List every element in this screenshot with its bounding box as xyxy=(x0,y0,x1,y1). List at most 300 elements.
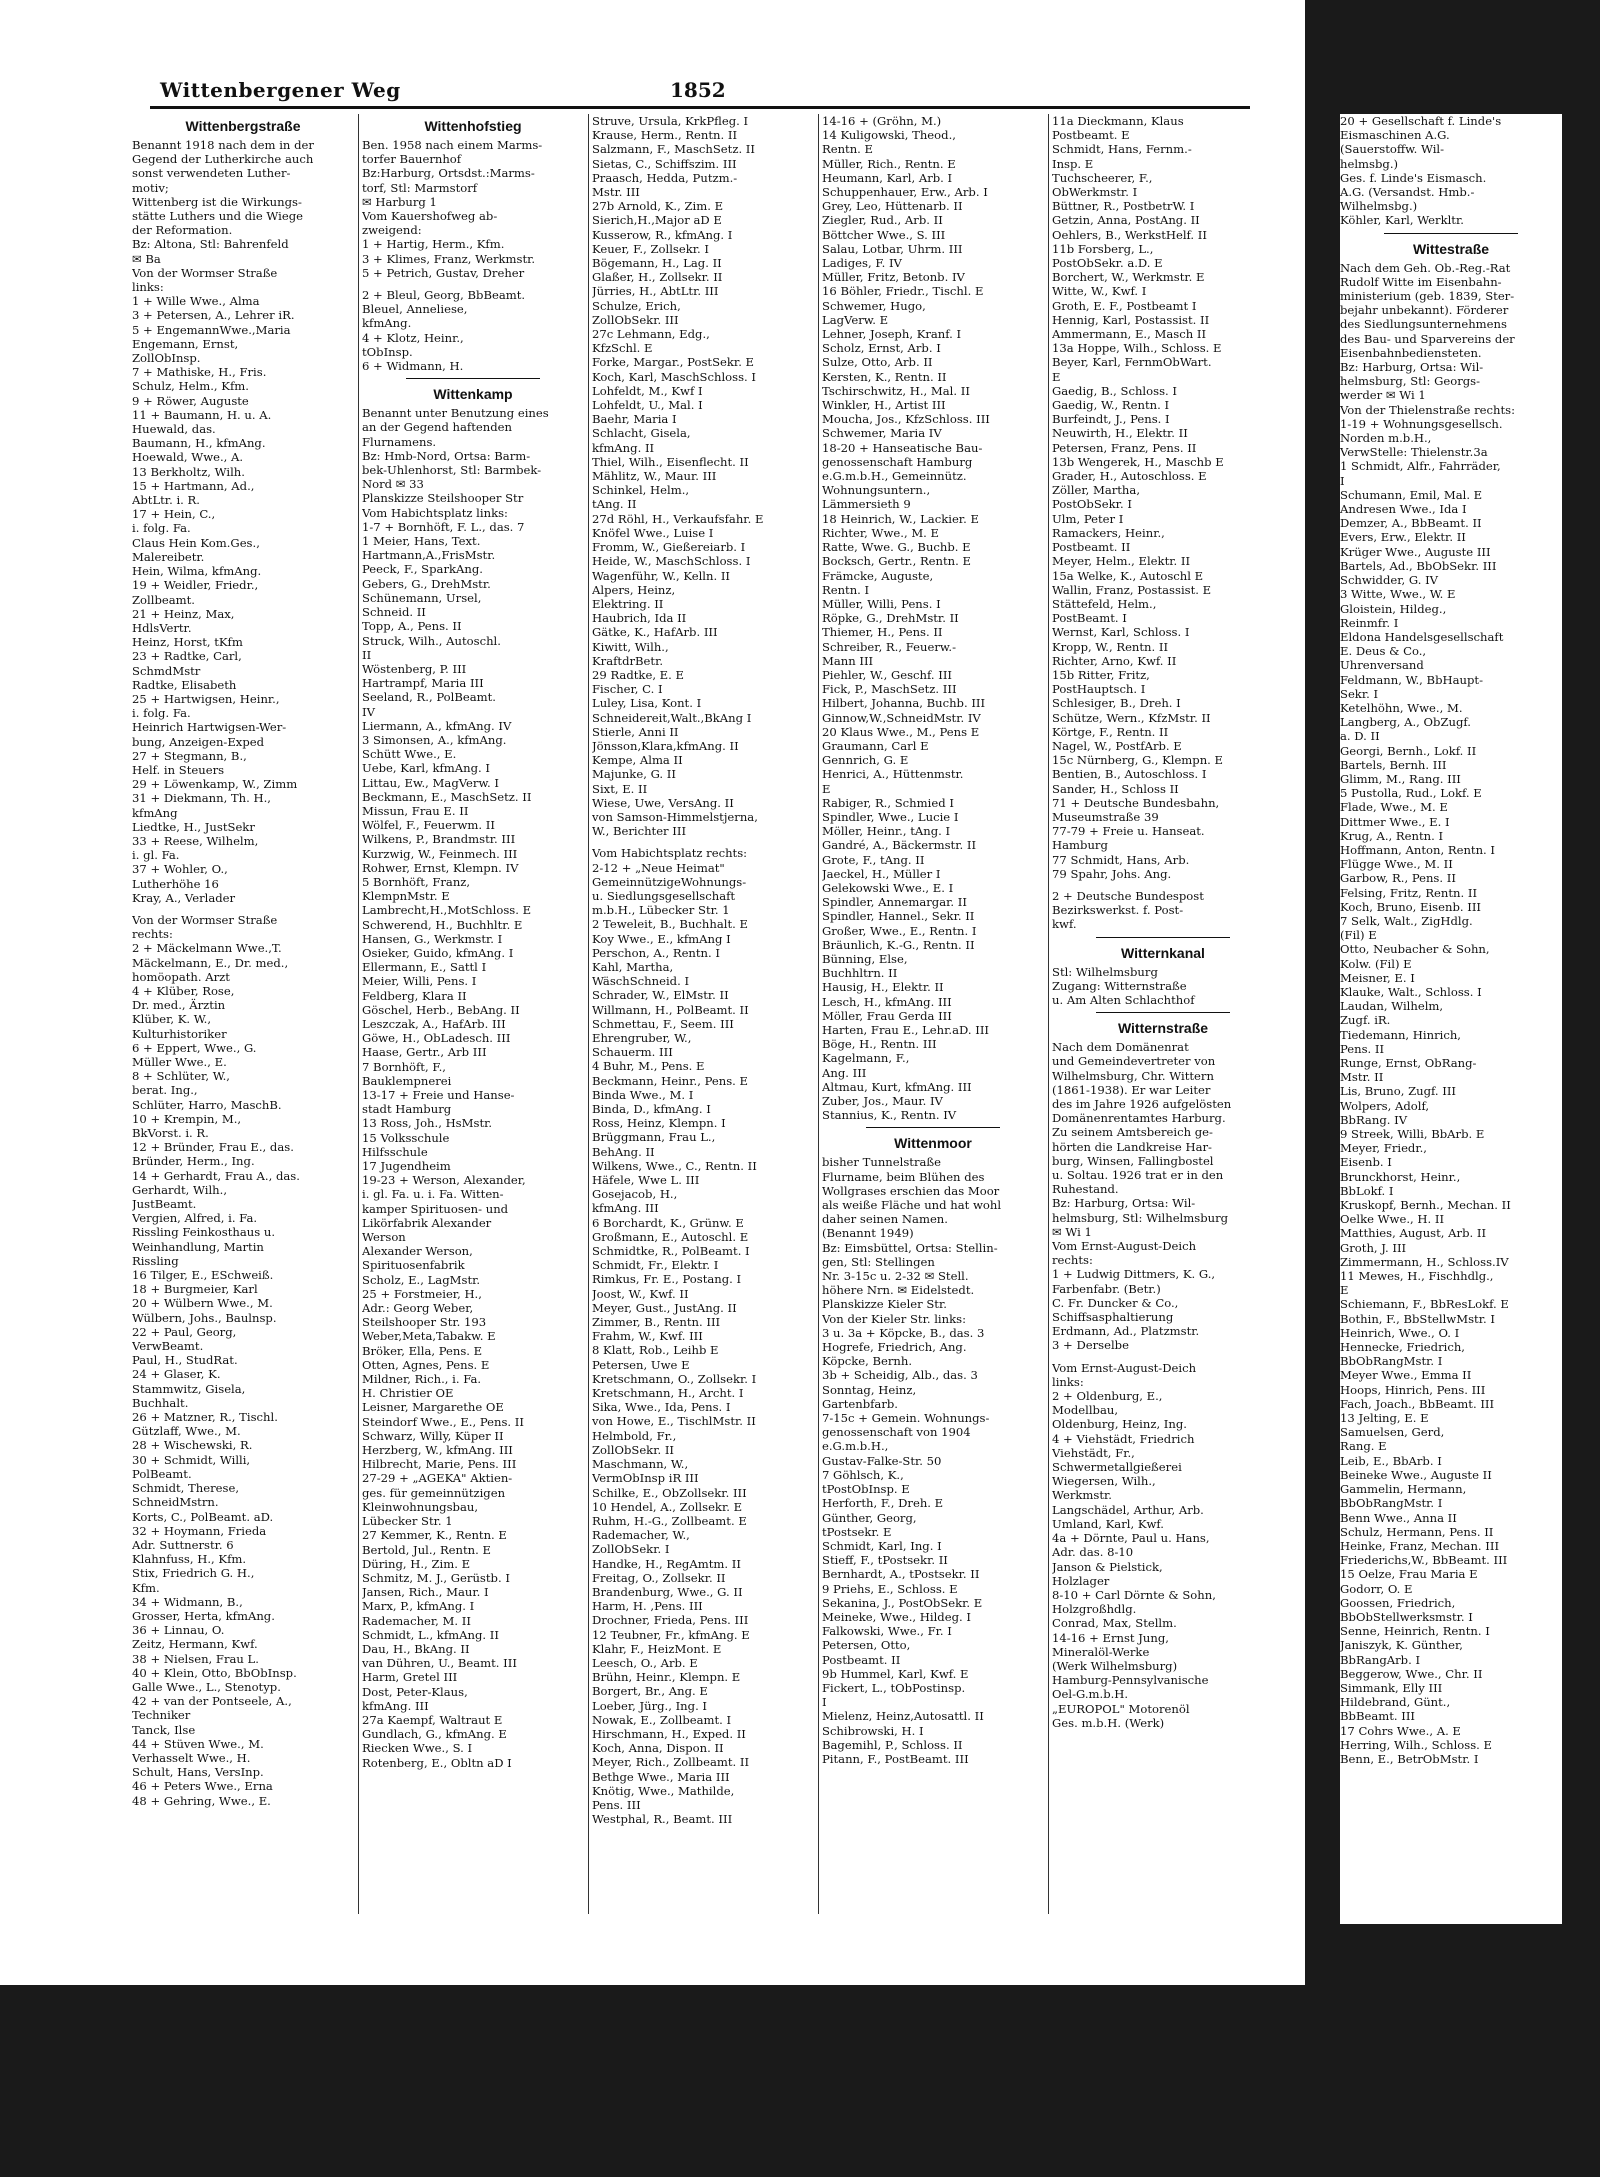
directory-line: 30 + Schmidt, Willi, xyxy=(132,1452,251,1467)
directory-line: Benannt unter Benutzung eines xyxy=(362,406,549,421)
directory-line: 1 + Hartig, Herm., Kfm. xyxy=(362,237,505,252)
directory-line: 5 Bornhöft, Franz, xyxy=(362,874,471,889)
directory-line: 15b Ritter, Fritz, xyxy=(1052,667,1150,682)
directory-line: Schilke, E., ObZollsekr. III xyxy=(592,1485,747,1500)
directory-line: kfmAng xyxy=(132,805,178,820)
directory-line: kfmAng. III xyxy=(592,1201,659,1216)
directory-line: Zugf. iR. xyxy=(1340,1013,1391,1028)
directory-line: Schuppenhauer, Erw., Arb. I xyxy=(822,185,988,200)
directory-line: Keuer, F., Zollsekr. I xyxy=(592,241,709,256)
directory-line: Ruhestand. xyxy=(1052,1182,1119,1197)
directory-line: 12 + Bründer, Frau E., das. xyxy=(132,1140,294,1155)
directory-line: Schrader, W., ElMstr. II xyxy=(592,988,729,1003)
directory-line: 15 + Hartmann, Ad., xyxy=(132,478,255,493)
directory-line: Fick, P., MaschSetz. III xyxy=(822,682,957,697)
directory-line: Altmau, Kurt, kfmAng. III xyxy=(822,1079,972,1094)
directory-line: 13 Jelting, E. E xyxy=(1340,1411,1429,1426)
section-separator xyxy=(406,378,539,379)
directory-line: Wölfel, F., Feuerwm. II xyxy=(362,818,495,833)
directory-line: von Samson-Himmelstjerna, xyxy=(592,809,758,824)
directory-line: Struck, Wilh., Autoschl. xyxy=(362,633,501,648)
directory-line: Böttcher Wwe., S. III xyxy=(822,227,946,242)
directory-line: Rademacher, M. II xyxy=(362,1613,471,1628)
directory-line: helmsbg.) xyxy=(1340,156,1399,171)
directory-line: ZollObSekr. I xyxy=(592,1542,670,1557)
directory-line: Zeitz, Hermann, Kwf. xyxy=(132,1637,258,1652)
directory-line: Harten, Frau E., Lehr.aD. III xyxy=(822,1023,989,1037)
directory-line: Rudolf Witte im Eisenbahn- xyxy=(1340,274,1502,289)
directory-line: 31 + Diekmann, Th. H., xyxy=(132,791,271,806)
directory-line: Schulz, Hermann, Pens. II xyxy=(1340,1524,1494,1539)
directory-line: E xyxy=(822,781,831,796)
directory-line: Främcke, Auguste, xyxy=(822,568,934,583)
directory-line: Verhasselt Wwe., H. xyxy=(132,1750,251,1765)
directory-line: Heide, W., MaschSchloss. I xyxy=(592,554,751,569)
directory-line: Gätke, K., HafArb. III xyxy=(592,625,718,640)
directory-line: Ehrengruber, W., xyxy=(592,1031,692,1045)
directory-line: 2-12 + „Neue Heimat" xyxy=(592,860,725,875)
directory-line: helmsburg, Stl: Wilhelmsburg xyxy=(1052,1210,1229,1225)
directory-line: i. folg. Fa. xyxy=(132,706,191,721)
directory-line: Harm, H. ,Pens. III xyxy=(592,1599,703,1614)
directory-line: Von der Thielenstraße rechts: xyxy=(1340,402,1515,417)
directory-line: Oel-G.m.b.H. xyxy=(1052,1687,1129,1702)
directory-line: Matthies, August, Arb. II xyxy=(1340,1226,1487,1241)
directory-line: Hoffmann, Anton, Rentn. I xyxy=(1340,842,1495,857)
directory-line: stadt Hamburg xyxy=(362,1102,452,1117)
directory-line: Borgert, Br., Ang. E xyxy=(592,1684,708,1699)
directory-line: Sulze, Otto, Arb. II xyxy=(822,355,933,370)
directory-line: Benn Wwe., Anna II xyxy=(1340,1510,1457,1525)
directory-line: Scholz, E., LagMstr. xyxy=(362,1272,481,1287)
directory-line: und Gemeindevertreter von xyxy=(1052,1054,1216,1069)
directory-line: gen, Stl: Stellingen xyxy=(822,1254,935,1269)
directory-line: Erdmann, Ad., Platzmstr. xyxy=(1052,1324,1200,1339)
directory-line: W., Berichter III xyxy=(592,824,687,839)
directory-line: Steindorf Wwe., E., Pens. II xyxy=(362,1414,524,1429)
directory-line: 27a Kaempf, Waltraut E xyxy=(362,1712,503,1727)
directory-line: Stl: Wilhelmsburg xyxy=(1052,964,1158,979)
directory-line: e.G.m.b.H., Gemeinnütz. xyxy=(822,469,967,484)
directory-line: Grey, Leo, Hüttenarb. II xyxy=(822,199,963,214)
directory-line: Schlüter, Harro, MaschB. xyxy=(132,1097,282,1112)
column-divider xyxy=(818,114,819,1914)
directory-line: BbRang. IV xyxy=(1340,1112,1408,1127)
directory-line: Eismaschinen A.G. xyxy=(1340,128,1450,143)
directory-line: Wiegersen, Wilh., xyxy=(1052,1474,1156,1489)
directory-line: kamper Spirituosen- und xyxy=(362,1201,509,1216)
directory-line: Groth, J. III xyxy=(1340,1240,1407,1255)
directory-line: Schulz, Helm., Kfm. xyxy=(132,379,249,394)
directory-line: 25 + Hartwigsen, Heinr., xyxy=(132,691,280,706)
directory-line: genossenschaft Hamburg xyxy=(822,454,973,469)
directory-line: 7 + Mathiske, H., Fris. xyxy=(132,365,267,380)
directory-line: 24 + Glaser, K. xyxy=(132,1367,221,1382)
directory-line: Marx, P., kfmAng. I xyxy=(362,1599,475,1614)
directory-line: PostObSekr. a.D. E xyxy=(1052,256,1163,271)
directory-line: Rohwer, Ernst, Klempn. IV xyxy=(362,860,519,875)
directory-line: Ellermann, E., Sattl I xyxy=(362,960,487,975)
directory-line: Hilbrecht, Marie, Pens. III xyxy=(362,1457,517,1472)
directory-line: torfer Bauernhof xyxy=(362,152,462,167)
directory-line: Helmbold, Fr., xyxy=(592,1428,677,1443)
directory-line: Bz: Harburg, Ortsa: Wil- xyxy=(1052,1196,1196,1211)
column-5 xyxy=(1052,114,1274,1924)
directory-line: Kulturhistoriker xyxy=(132,1026,227,1041)
directory-line: Fromm, W., Gießereiarb. I xyxy=(592,540,746,555)
directory-line: Jansen, Rich., Maur. I xyxy=(362,1585,489,1600)
directory-line: 33 + Reese, Wilhelm, xyxy=(132,833,259,848)
directory-line: Krüger Wwe., Auguste III xyxy=(1340,544,1491,559)
directory-line: Meyer, Rich., Zollbeamt. II xyxy=(592,1755,750,1770)
directory-line: u. Am Alten Schlachthof xyxy=(1052,992,1195,1007)
directory-line: 8 + Schlüter, W., xyxy=(132,1069,230,1084)
directory-line: Schibrowski, H. I xyxy=(822,1723,924,1738)
directory-line: Kropp, W., Rentn. II xyxy=(1052,639,1169,654)
directory-line: höhere Nrn. ✉ Eidelstedt. xyxy=(822,1283,975,1298)
directory-line: 20 + Gesellschaft f. Linde's xyxy=(1340,114,1502,128)
directory-line: Bentien, B., Autoschloss. I xyxy=(1052,767,1207,782)
directory-line: KraftdrBetr. xyxy=(592,653,664,668)
directory-line: II xyxy=(362,647,372,662)
directory-line: Claus Hein Kom.Ges., xyxy=(132,535,260,550)
directory-line: 36 + Linnau, O. xyxy=(132,1623,225,1638)
directory-line: ObWerkmstr. I xyxy=(1052,185,1138,200)
directory-line: Handke, H., RegAmtm. II xyxy=(592,1556,741,1571)
directory-line: Vom Habichtsplatz links: xyxy=(362,505,508,520)
directory-line: Forke, Margar., PostSekr. E xyxy=(592,355,755,370)
directory-line: Von der Wormser Straße xyxy=(132,912,278,927)
directory-line: Koch, Bruno, Eisenb. III xyxy=(1340,899,1481,914)
directory-line: Struve, Ursula, KrkPfleg. I xyxy=(592,114,749,128)
directory-line: 2 Teweleit, B., Buchhalt. E xyxy=(592,917,748,932)
directory-line: 3 + Derselbe xyxy=(1052,1338,1129,1353)
directory-line: des Bau- und Sparvereins der xyxy=(1340,331,1515,346)
directory-line: 15a Welke, K., Autoschl E xyxy=(1052,568,1204,583)
directory-line: 8-10 + Carl Dörnte & Sohn, xyxy=(1052,1587,1216,1602)
directory-line: Großer, Wwe., E., Rentn. I xyxy=(822,923,977,938)
directory-line: a. D. II xyxy=(1340,729,1380,744)
directory-line: Demzer, A., BbBeamt. II xyxy=(1340,516,1482,531)
directory-line: Nowak, E., Zollbeamt. I xyxy=(592,1712,732,1727)
directory-line: Schauerm. III xyxy=(592,1045,673,1060)
directory-line: 2 + Oldenburg, E., xyxy=(1052,1389,1163,1404)
directory-line: 27d Röhl, H., Verkaufsfahr. E xyxy=(592,511,764,526)
column-4 xyxy=(822,114,1044,1924)
directory-line: Schneidereit,Walt.,BkAng I xyxy=(592,710,752,725)
directory-line: Zollbeamt. xyxy=(132,592,195,607)
directory-line: Kempe, Alma II xyxy=(592,753,683,768)
directory-line: Gerhardt, Wilh., xyxy=(132,1182,228,1197)
directory-line: Bögemann, H., Lag. II xyxy=(592,256,722,271)
directory-line: Grader, H., Autoschloss. E xyxy=(1052,469,1207,484)
scan-dark-edge-bottom xyxy=(0,1985,1600,2177)
street-heading: Wittenmoor xyxy=(894,1135,972,1152)
directory-line: Techniker xyxy=(132,1708,191,1723)
directory-line: Engemann, Ernst, xyxy=(132,336,239,351)
directory-line: Pens. III xyxy=(592,1797,641,1812)
column-6-next-page xyxy=(1340,114,1562,1924)
directory-line: bung, Anzeigen-Exped xyxy=(132,734,265,749)
directory-line: 71 + Deutsche Bundesbahn, xyxy=(1052,795,1220,810)
directory-line: Hoewald, Wwe., A. xyxy=(132,450,244,465)
directory-line: Bleuel, Anneliese, xyxy=(362,302,468,317)
directory-line: Holzgroßhdlg. xyxy=(1052,1602,1137,1617)
running-header-street: Wittenbergener Weg xyxy=(160,78,401,102)
directory-line: BkVorst. i. R. xyxy=(132,1126,209,1141)
directory-line: Friederichs,W., BbBeamt. III xyxy=(1340,1553,1508,1568)
directory-line: Majunke, G. II xyxy=(592,767,676,782)
directory-line: Heinz, Horst, tKfm xyxy=(132,635,243,650)
section-separator xyxy=(866,1127,999,1128)
directory-line: links: xyxy=(132,280,164,295)
directory-line: Kiwitt, Wilh., xyxy=(592,639,669,654)
directory-line: Schreiber, R., Feuerw.- xyxy=(822,639,957,654)
directory-line: I xyxy=(822,1695,827,1710)
directory-line: Meyer, Helm., Elektr. II xyxy=(1052,554,1191,569)
directory-line: i. folg. Fa. xyxy=(132,521,191,536)
directory-line: Leib, E., BbArb. I xyxy=(1340,1453,1442,1468)
directory-line: 4 + Klotz, Heinr., xyxy=(362,330,464,345)
directory-line: 3 Simonsen, A., kfmAng. xyxy=(362,732,507,747)
directory-line: Hennig, Karl, Postassist. II xyxy=(1052,312,1210,327)
directory-line: 9 + Röwer, Auguste xyxy=(132,393,249,408)
directory-line: Baumann, H., kfmAng. xyxy=(132,436,266,451)
section-separator xyxy=(1096,1012,1229,1013)
directory-line: als weiße Fläche und hat wohl xyxy=(822,1198,1002,1213)
directory-line: Salau, Lotbar, Uhrm. III xyxy=(822,241,963,256)
directory-line: Müller, Willi, Pens. I xyxy=(822,596,941,611)
directory-line: Müller, Fritz, Betonb. IV xyxy=(822,270,965,285)
directory-line: Felsing, Fritz, Rentn. II xyxy=(1340,885,1478,900)
directory-line: von Howe, E., TischlMstr. II xyxy=(592,1414,756,1429)
directory-line: Köpcke, Bernh. xyxy=(822,1354,913,1369)
directory-line: Bartels, Ad., BbObSekr. III xyxy=(1340,558,1497,573)
directory-line: Bartels, Bernh. III xyxy=(1340,757,1447,772)
directory-line: 20 + Wülbern Wwe., M. xyxy=(132,1296,273,1311)
directory-line: Herring, Wilh., Schloss. E xyxy=(1340,1737,1492,1752)
directory-line: Gebers, G., DrehMstr. xyxy=(362,576,491,591)
directory-line: Falkowski, Wwe., Fr. I xyxy=(822,1624,952,1639)
directory-line: Pens. II xyxy=(1340,1041,1385,1056)
directory-line: 26 + Matzner, R., Tischl. xyxy=(132,1410,278,1425)
directory-line: Mildner, Rich., i. Fa. xyxy=(362,1372,482,1387)
directory-line: PolBeamt. xyxy=(132,1466,192,1481)
directory-line: 1 Meier, Hans, Text. xyxy=(362,534,481,549)
directory-line: Müller, Rich., Rentn. E xyxy=(822,156,956,171)
directory-line: burg, Winsen, Fallingbostel xyxy=(1052,1153,1214,1168)
directory-line: Garbow, R., Pens. II xyxy=(1340,871,1456,886)
directory-line: Körtge, F., Rentn. II xyxy=(1052,724,1169,739)
directory-line: 44 + Stüven Wwe., M. xyxy=(132,1736,264,1751)
directory-line: Scholz, Ernst, Arb. I xyxy=(822,341,941,356)
directory-line: Herzberg, W., kfmAng. III xyxy=(362,1443,513,1458)
directory-line: Kersten, K., Rentn. II xyxy=(822,369,947,384)
directory-line: 14-16 + Ernst Jung, xyxy=(1052,1630,1169,1645)
directory-line: Sander, H., Schloss II xyxy=(1052,781,1179,796)
directory-line: ZollObSekr. III xyxy=(592,312,679,327)
directory-line: Kruskopf, Bernh., Mechan. II xyxy=(1340,1198,1511,1213)
directory-line: Beineke Wwe., Auguste II xyxy=(1340,1467,1492,1482)
directory-line: Hennecke, Friedrich, xyxy=(1340,1340,1465,1355)
directory-line: Feldmann, W., BbHaupt- xyxy=(1340,672,1483,687)
directory-line: Korts, C., PolBeamt. aD. xyxy=(132,1509,274,1524)
directory-line: Paul, H., StudRat. xyxy=(132,1353,238,1368)
directory-line: Groth, E. F., Postbeamt I xyxy=(1052,298,1197,313)
directory-line: Rentn. I xyxy=(822,582,870,597)
directory-line: Leesch, O., Arb. E xyxy=(592,1655,698,1670)
directory-line: 29 + Löwenkamp, W., Zimm xyxy=(132,777,298,792)
directory-line: Westphal, R., Beamt. III xyxy=(592,1812,733,1827)
directory-line: Graumann, Carl E xyxy=(822,738,929,753)
directory-line: Hilbert, Johanna, Buchb. III xyxy=(822,696,986,711)
street-heading: Wittenkamp xyxy=(433,386,513,403)
directory-line: 16 Böhler, Friedr., Tischl. E xyxy=(822,284,984,299)
directory-line: Spirituosenfabrik xyxy=(362,1258,465,1273)
directory-line: PostHauptsch. I xyxy=(1052,682,1146,697)
directory-line: 22 + Paul, Georg, xyxy=(132,1324,237,1339)
directory-line: Loeber, Jürg., Ing. I xyxy=(592,1698,708,1713)
directory-line: 28 + Wischewski, R. xyxy=(132,1438,253,1453)
directory-line: van Dühren, U., Beamt. III xyxy=(362,1656,517,1671)
page-margin xyxy=(0,0,46,1985)
directory-line: Feldberg, Klara II xyxy=(362,988,467,1003)
directory-line: Getzin, Anna, PostAng. II xyxy=(1052,213,1200,228)
directory-line: Stammwitz, Gisela, xyxy=(132,1381,246,1396)
directory-line: Göschel, Herb., BebAng. II xyxy=(362,1002,520,1017)
directory-line: Kusserow, R., kfmAng. I xyxy=(592,227,733,242)
directory-line: Schwarz, Willy, Küper II xyxy=(362,1428,504,1443)
directory-line: Benannt 1918 nach dem in der xyxy=(132,138,314,152)
directory-line: Dau, H., BkAng. II xyxy=(362,1641,470,1656)
directory-line: Fickert, L., tObPostinsp. xyxy=(822,1680,966,1695)
directory-line: Wülbern, Johs., Baulnsp. xyxy=(132,1310,277,1325)
directory-line: Wilhelmsbg.) xyxy=(1340,199,1418,214)
directory-line: der Reformation. xyxy=(132,223,233,238)
directory-line: PostObSekr. I xyxy=(1052,497,1132,512)
directory-line: Hamburg-Pennsylvanische xyxy=(1052,1673,1209,1688)
directory-line: Fischer, C. I xyxy=(592,682,663,697)
directory-line: Von der Wormser Straße xyxy=(132,265,278,280)
directory-line: Schumann, Emil, Mal. E xyxy=(1340,487,1483,502)
directory-line: daher seinen Namen. xyxy=(822,1212,948,1227)
directory-line: Ziegler, Rud., Arb. II xyxy=(822,213,943,228)
directory-line: Zöller, Martha, xyxy=(1052,483,1140,498)
directory-line: Kfm. xyxy=(132,1580,160,1595)
directory-line: Liermann, A., kfmAng. IV xyxy=(362,718,512,733)
directory-line: 6 Borchardt, K., Grünw. E xyxy=(592,1215,744,1230)
directory-line: Benn, E., BetrObMstr. I xyxy=(1340,1751,1479,1766)
directory-line: Elektring. II xyxy=(592,596,664,611)
directory-line: Wittenberg ist die Wirkungs- xyxy=(132,194,302,209)
directory-line: Nach dem Domänenrat xyxy=(1052,1040,1189,1055)
directory-line: Lohfeldt, M., Kwf I xyxy=(592,383,703,398)
directory-line: Zimmermann, H., Schloss.IV xyxy=(1340,1254,1509,1269)
directory-line: Ruhm, H.-G., Zollbeamt. E xyxy=(592,1513,747,1528)
directory-line: Bethge Wwe., Maria III xyxy=(592,1769,730,1784)
directory-line: Rentn. E xyxy=(822,142,874,157)
directory-line: E xyxy=(1052,369,1061,384)
directory-line: Kretschmann, O., Zollsekr. I xyxy=(592,1371,757,1386)
directory-line: Bothin, F., BbStellwMstr. I xyxy=(1340,1311,1495,1326)
directory-line: Oehlers, B., WerkstHelf. II xyxy=(1052,227,1207,242)
directory-line: Schmettau, F., Seem. III xyxy=(592,1016,734,1031)
directory-line: Lübecker Str. 1 xyxy=(362,1514,453,1529)
directory-line: Lehner, Joseph, Kranf. I xyxy=(822,327,962,342)
street-heading: Wittenhofstieg xyxy=(424,118,522,134)
directory-line: 27 + Stegmann, B., xyxy=(132,748,247,763)
directory-line: Wallin, Franz, Postassist. E xyxy=(1052,582,1212,597)
directory-line: WäschSchneid. I xyxy=(592,974,690,989)
directory-line: Schinkel, Helm., xyxy=(592,483,690,498)
directory-line: Sonntag, Heinz, xyxy=(822,1382,917,1397)
directory-line: Fach, Joach., BbBeamt. III xyxy=(1340,1396,1495,1411)
directory-line: ges. für gemeinnützigen xyxy=(362,1485,506,1500)
directory-line: Tuchscheerer, F., xyxy=(1052,170,1153,185)
directory-line: Sierich,H.,Major aD E xyxy=(592,213,722,228)
directory-line: BbObStellwerksmstr. I xyxy=(1340,1609,1473,1624)
directory-line: Klahnfuss, H., Kfm. xyxy=(132,1552,247,1567)
directory-line: Schünemann, Ursel, xyxy=(362,590,482,605)
directory-line: Schmitz, M. J., Gerüstb. I xyxy=(362,1570,510,1585)
directory-line: Ges. m.b.H. (Werk) xyxy=(1052,1715,1165,1730)
column-3 xyxy=(592,114,814,1924)
directory-line: Moucha, Jos., KfzSchloss. III xyxy=(822,412,990,427)
directory-line: 16 Tilger, E., ESchweiß. xyxy=(132,1268,274,1283)
directory-line: GemeinnützigeWohnungs- xyxy=(592,874,747,889)
directory-line: Wilhelmsburg, Chr. Wittern xyxy=(1052,1068,1214,1083)
directory-line: Kray, A., Verlader xyxy=(132,890,236,905)
directory-line: Alexander Werson, xyxy=(362,1244,473,1259)
directory-line: JustBeamt. xyxy=(132,1197,197,1212)
directory-line: Richter, Arno, Kwf. II xyxy=(1052,653,1177,668)
directory-line: Planskizze Steilshooper Str xyxy=(362,491,524,506)
directory-line: Ketelhöhn, Wwe., M. xyxy=(1340,700,1463,715)
directory-line: Joost, W., Kwf. II xyxy=(592,1286,689,1301)
directory-line: Jönsson,Klara,kfmAng. II xyxy=(592,738,739,753)
directory-line: „EUROPOL" Motorenöl xyxy=(1052,1701,1190,1716)
directory-line: ✉ Harburg 1 xyxy=(362,194,437,209)
directory-line: BbBeamt. III xyxy=(1340,1709,1415,1724)
directory-line: Schwerend, H., Buchhltr. E xyxy=(362,917,523,932)
directory-line: 5 + EngemannWwe.,Maria xyxy=(132,322,291,337)
directory-line: Grosser, Herta, kfmAng. xyxy=(132,1608,275,1623)
directory-line: Vom Ernst-August-Deich xyxy=(1052,1239,1197,1254)
directory-line: Uebe, Karl, kfmAng. I xyxy=(362,761,491,776)
directory-line: (Sauerstoffw. Wil- xyxy=(1340,142,1445,157)
directory-line: 15 Oelze, Frau Maria E xyxy=(1340,1567,1478,1582)
directory-line: 3 Witte, Wwe., W. E xyxy=(1340,587,1456,602)
directory-line: bek-Uhlenhorst, Stl: Barmbek- xyxy=(362,463,542,478)
directory-line: 4a + Dörnte, Paul u. Hans, xyxy=(1052,1531,1210,1546)
directory-line: Brandenburg, Wwe., G. II xyxy=(592,1584,743,1599)
directory-line: (Fil) E xyxy=(1340,928,1377,943)
directory-line: 5 Pustolla, Rud., Lokf. E xyxy=(1340,786,1482,801)
directory-line: Buchhalt. xyxy=(132,1395,189,1410)
directory-line: 19 + Weidler, Friedr., xyxy=(132,578,259,593)
directory-line: Huewald, das. xyxy=(132,422,216,437)
directory-line: 13 Berkholtz, Wilh. xyxy=(132,464,245,479)
directory-line: Stierle, Anni II xyxy=(592,724,679,739)
directory-line: Borchert, W., Werkmstr. E xyxy=(1052,270,1205,285)
directory-line: Perschon, A., Rentn. I xyxy=(592,945,720,960)
directory-line: Praasch, Hedda, Putzm.- xyxy=(592,170,738,185)
directory-line: Viehstädt, Fr., xyxy=(1052,1445,1135,1460)
directory-line: Stieff, F., tPostsekr. II xyxy=(822,1553,948,1568)
directory-line: Rabiger, R., Schmied I xyxy=(822,795,954,810)
directory-line: 5 + Petrich, Gustav, Dreher xyxy=(362,265,525,280)
directory-line: PostBeamt. I xyxy=(1052,611,1127,626)
